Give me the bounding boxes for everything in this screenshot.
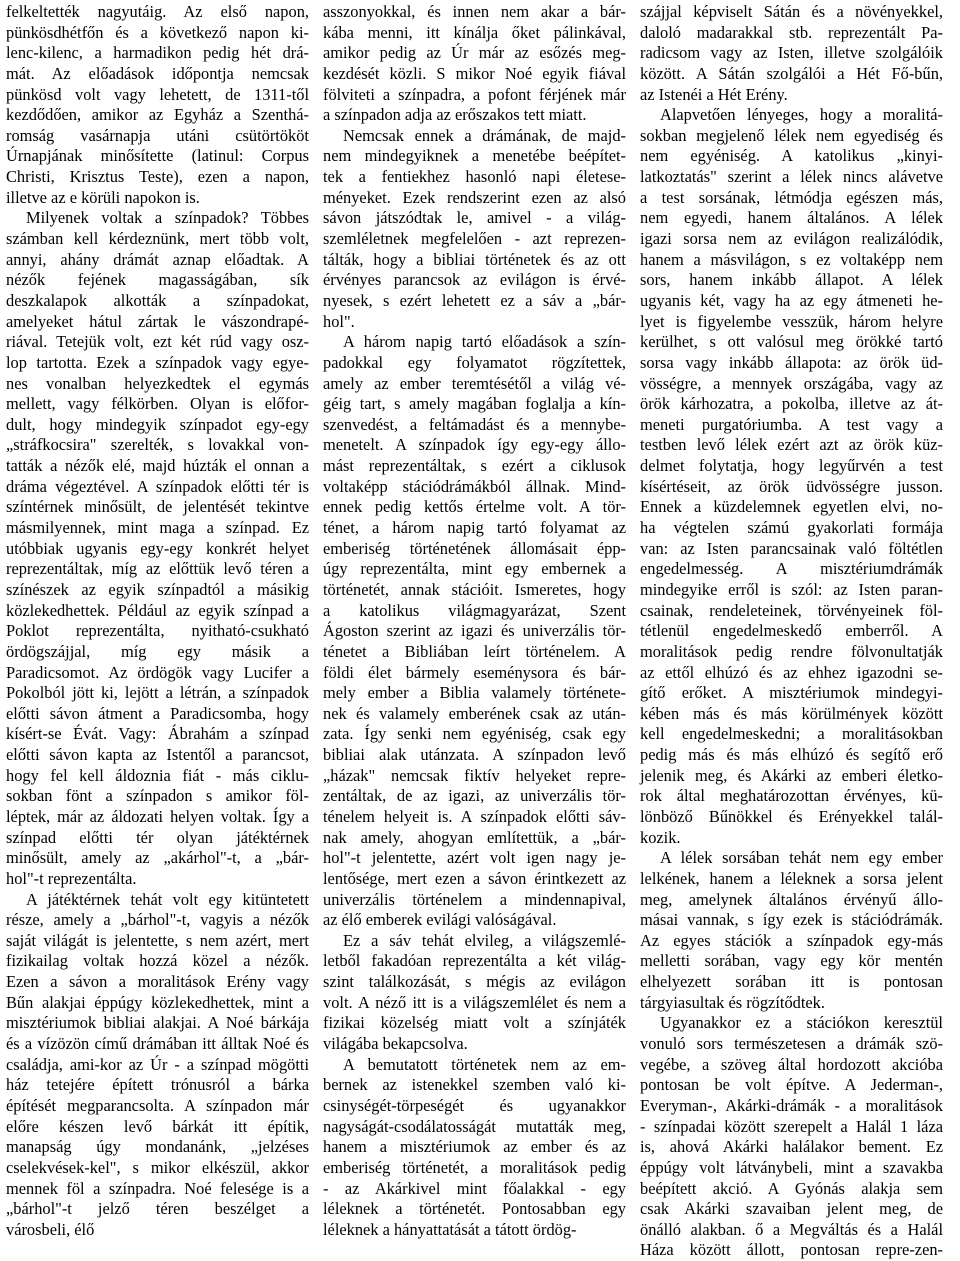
text-line: között. A Sátán szolgálói a Hét Fő-bűn, [640,63,943,83]
text-line: testben levő lélek ezért azt az örök küz- [640,435,943,455]
text-line: daloló madarakkal stb. reprezentált Pa- [640,22,943,42]
text-line: lenc-kilenc, a harmadikon pedig hét drá- [6,43,309,63]
text-line: színészek az egyik színpadtól a másikig [6,579,309,599]
text-line: számban kell kérdeznünk, mert több volt, [6,229,309,249]
text-line: volt. A néző itt is a világszemlélet és nem a [323,992,626,1012]
text-line: Milyenek voltak a színpadok? Többes [26,208,309,228]
text-line: pontosan be volt építve. A Jederman-, [640,1075,943,1095]
text-line: univerzális történelem a mindennapival, [323,889,626,909]
text-line: zentáltak, de az igazi, az univerzális tör- [323,786,626,806]
text-line: kába menni, itt kínálja őket pálinkával, [323,22,626,42]
text-line: nem egyedi, hanem általános. A lélek [640,208,943,228]
text-line: léptek, már az áldozati helyen voltak. Így a [6,806,309,826]
text-line: Ugyanakkor ez a stációkon keresztül [660,1013,943,1033]
text-line: A játéktérnek tehát volt egy kitüntetett [26,889,309,909]
text-line: Ennek a küzdelemnek egyetlen elvi, no- [640,497,943,517]
text-line: építését megparancsolta. A színpadon már [6,1095,309,1115]
text-line: nyesek, s ezért lehetett ez a sáv a „bár- [323,290,626,310]
text-line: ténelem helyeit is. A színpadok előtti sáv- [323,806,626,826]
text-line: ha végtelen számú gyakorlati formája [640,518,943,538]
text-line: hogy fel kell áldoznia fiát - más ciklu- [6,765,309,785]
text-line: színpad előtti tér olyan játéktérnek [6,827,309,847]
text-line: kerülhet, s ott valósul meg örökké tartó [640,332,943,352]
text-line: rok által meghatározottan érvényes, kü- [640,786,943,806]
text-line: menetelt. A színpadok így egy-egy állo- [323,435,626,455]
text-line: igazi sorsa nem az evilágon realizálódik, [640,229,943,249]
text-line: mát. Az előadások időpontja nemcsak [6,63,309,83]
text-line: kezdését közli. S mikor Noé egyik fiával [323,63,626,83]
text-line: pedig más és más elhúzó és segítő erő [640,745,943,765]
text-line: riával. Tetejük volt, ezt két rúd vagy osz- [6,332,309,352]
text-line: nagyságát-csodálatosságát mutatták meg, [323,1116,626,1136]
text-line: hanem a másvilágon, s ez voltaképp nem [640,249,943,269]
text-line: mindegyike erről is szól: az Isten paran- [640,579,943,599]
text-line: szemléletnek megfelelően - azt reprezen- [323,229,626,249]
text-line: nak amely, ahogyan említettük, a „bár- [323,827,626,847]
text-line: az élő emberek evilági valóságával. [323,910,557,930]
column-left [6,2,309,1239]
text-line: felkeltették nagyutáig. Az első napon, [6,2,309,21]
text-line: az Istenéi a Hét Erény. [640,84,788,104]
text-line: annyi, ahány drámát aznap előadtak. A [6,249,309,269]
column-right [640,2,943,1260]
text-line: romság vasárnapja utáni csütörtököt [6,125,309,145]
text-line: jelenik meg, és Akárki az emberi életko- [640,765,943,785]
text-line: nem mindegyiknek a menetébe beépítet- [323,146,626,166]
text-line: a test sorsának, létmódja egészen más, [640,187,943,207]
text-line: letből fakadóan reprezentálta a két világ- [323,951,626,971]
text-line: másmilyennek, mint maga a színpad. Ez [6,518,309,538]
text-line: meg, amelynek általános érvényű állo- [640,889,943,909]
text-line: tatták a nézők elé, majd húzták el onnan a [6,456,309,476]
text-line: sokban megjelenő lélek nem egyediség és [640,125,943,145]
text-line: dráma végeztével. A színpadok előtti tér is [6,476,309,496]
text-line: Pokolból jött ki, lejött a létrán, a színpadok [6,683,309,703]
text-line: fizikailag voltak hozzá közel a nézők. [6,951,309,971]
text-line: fölviteti a színpadra, a pofont férjének már [323,84,626,104]
text-line: családja, ami-kor az Úr - a színpad mögötti [6,1054,309,1074]
text-line: delmet folytatja, hogy legyűrvén a test [640,456,943,476]
text-line: kell engedelmeskedni; a moralitásokban [640,724,943,744]
text-line: sors, hanem inkább állapot. A lélek [640,270,943,290]
text-line: minősült, amely az „akárhol"-t, a „bár- [6,848,309,868]
text-line: ténetet a Bibliában leírt történelem. A [323,641,626,661]
text-line: illetve az e körüli napokon is. [6,187,200,207]
text-line: mely ember a Biblia valamely története- [323,683,626,703]
text-line: szájjal képviselt Sátán és a növényekkel, [640,2,943,21]
text-line: része, amely a „bárhol"-t, vagyis a nézők [6,910,309,930]
text-line: vegébe, a szöveg által hordozott akcióba [640,1054,943,1074]
text-line: léleknek a történetét. Pontosabban egy [323,1199,626,1219]
text-line: kísértéseit, az örök üdvösségre jusson. [640,476,943,496]
text-line: hol"-t jelentette, azért volt igen nagy je- [323,848,626,868]
text-line: ház tetejére épített trónusról a bárka [6,1075,309,1095]
text-line: csak Akárki szavaiban jelent meg, de [640,1199,943,1219]
text-line: közlekedhettek. Például az egyik színpad a [6,600,309,620]
text-line: Poklot reprezentálta, nyitható-csukható [6,621,309,641]
text-line: pünkösdhétfőn és a következő napon ki- [6,22,309,42]
text-line: - színpadai között szerepelt a Halál 1 láza [640,1116,943,1136]
text-line: világába bekapcsolva. [323,1034,468,1054]
column-middle [323,2,626,1239]
text-line: tétlenül engedelmeskedő emberről. A [640,621,943,641]
text-line: nézők fejének magasságában, sík [6,270,309,290]
text-line: bernek az istenekkel szemben való ki- [323,1075,626,1095]
text-line: radicsom vagy az Isten, illetve szolgálóik [640,43,943,63]
text-line: A három napig tartó előadások a szín- [343,332,626,352]
text-line: és a vízözön című drámában itt álltak Noé és [6,1034,309,1054]
text-line: lyet is figyelembe vesszük, három helyre [640,311,943,331]
text-line: léleknek a hányattatását a tátott ördög- [323,1219,577,1239]
text-line: A bemutatott történetek nem az em- [343,1054,626,1074]
text-line: bibliai alak utánzata. A színpadon levő [323,745,626,765]
text-line: gítő erőket. A misztériumok mindegyi- [640,683,943,703]
text-line: hanem a misztériumok az ember és az [323,1137,626,1157]
text-line: Christi, Krisztus Teste), ezen a napon, [6,167,309,187]
text-line: előtti sávon átment a Paradicsomba, hogy [6,703,309,723]
text-line: úgy reprezentálta, mint egy embernek a [323,559,626,579]
text-line: ennek pedig kettős értelme volt. A tör- [323,497,626,517]
text-line: szenvedést, a feltámadást és a mennybe- [323,414,626,434]
text-line: Nemcsak ennek a drámának, de majd- [343,125,626,145]
text-line: sorsa vagy inkább állapota: az örök üd- [640,352,943,372]
text-line: misztériumok bibliai alakjai. A Noé bárkája [6,1013,309,1033]
text-line: Háza között állott, pontosan repre-zen- [640,1240,943,1260]
text-line: - az Akárkivel mint főalakkal - egy [323,1178,626,1198]
text-line: földi élet bármely eseménysora és bár- [323,662,626,682]
text-line: deszkalapok alkották a színpadokat, [6,290,309,310]
text-line: utóbbiak ugyanis egy-egy konkrét helyet [6,538,309,558]
text-line: zata. Így senki nem egyéniség, csak egy [323,724,626,744]
text-line: mellett, vagy félkörben. Olyan is előfor- [6,394,309,414]
text-line: nes vonalban helyezkedtek el egymás [6,373,309,393]
text-line: városbeli, élő [6,1219,95,1239]
text-line: lönböző Bűnökkel és Erényekkel talál- [640,806,943,826]
text-line: mást reprezentáltak, s ezért a ciklusok [323,456,626,476]
text-line: amikor pedig az Úr már az esőzés meg- [323,43,626,63]
text-line: érvényes parancsok az evilágon is érvé- [323,270,626,290]
text-line: ményeket. Ezek rendszerint ezen az alsó [323,187,626,207]
text-line: melletti sorában, vagy egy kör mentén [640,951,943,971]
text-line: A lélek sorsában tehát nem egy ember [660,848,943,868]
text-line: Everyman-, Akárki-drámák - a moralitások [640,1095,943,1115]
text-line: asszonyokkal, és innen nem akar a bár- [323,2,626,21]
text-line: latkoztatás" szerint a lélek nincs alávetve [640,167,943,187]
text-line: tálták, hogy a bibliai történetek és az ott [323,249,626,269]
text-line: elhelyezett sorában itt is pontosan [640,972,943,992]
text-line: beépített akció. A Gyónás alakja sem [640,1178,943,1198]
text-line: lop tartotta. Ezek a színpadok vagy egye- [6,352,309,372]
text-line: Ezen a sávon a moralitások Erény vagy [6,972,309,992]
text-line: emberiség történetét, a moralitások pedig [323,1157,626,1177]
text-line: sokban fönt a színpadon s amikor föl- [6,786,309,806]
text-line: amely az ember teremtésétől a világ vé- [323,373,626,393]
text-line: emberiség történetének állomásait épp- [323,538,626,558]
text-line: ördögszájjal, míg egy másik a [6,641,309,661]
text-line: dult, hogy mindegyik színpadot egy-egy [6,414,309,434]
text-line: meneti purgatóriumba. A test vagy a [640,414,943,434]
text-line: tárgyiasultak és rögzítődtek. [640,992,825,1012]
text-line: lentősége, mert ezen a sávon érintkezett az [323,868,626,888]
text-line: kezdődően, amikor az Egyház a Szenthá- [6,105,309,125]
text-line: kozik. [640,827,681,847]
text-line: Ágoston szerint az igazi és univerzális tör- [323,621,626,641]
text-line: Paradicsomot. Az ördögök vagy Lucifer a [6,662,309,682]
text-line: lelkének, hanem a léleknek a sorsa jelent [640,868,943,888]
text-line: géig tart, s amely magában foglalja a kín- [323,394,626,414]
text-line: moralitások pedig rendre fölvonultatják [640,641,943,661]
text-line: Ez a sáv tehát elvileg, a világszemlé- [343,930,626,950]
text-line: „bárhol"-t jelző téren beszélget a [6,1199,309,1219]
text-line: Alapvetően lényeges, hogy a moralitá- [660,105,943,125]
text-line: vösségre, a mennyek országába, vagy az [640,373,943,393]
text-line: kísért-se Évát. Vagy: Ábrahám a színpad [6,724,309,744]
text-line: Az egyes stációk a színpadok egy-más [640,930,943,950]
text-line: önálló alakban. ő a Megváltás és a Halál [640,1219,943,1239]
text-line: örök kárhozatra, a pokolba, illetve az át- [640,394,943,414]
text-line: a katolikus világmagyarázat, Szent [323,600,626,620]
text-line: engedelmesség. A misztériumdrámák [640,559,943,579]
text-line: van: az Isten parancsainak való föltétlen [640,538,943,558]
text-line: „házak" nemcsak fiktív helyeket repre- [323,765,626,785]
text-line: amelyeket hátul zártak le vászondrapé- [6,311,309,331]
text-line: hol"-t reprezentálta. [6,868,137,888]
text-line: fizikai közelség miatt volt a színjáték [323,1013,626,1033]
text-line: Bűn alakjai éppúgy közlekedhettek, mint a [6,992,309,1012]
text-line: mennek föl a színpadra. Noé felesége is a [6,1178,309,1198]
text-line: ténet, a három napig tartó folyamat az [323,518,626,538]
text-line: is, ahová Akárki halálakor bement. Ez [640,1137,943,1157]
text-line: sávon játszódtak le, amivel - a világ- [323,208,626,228]
text-line: történetét, annak stációit. Ismeretes, hogy [323,579,626,599]
text-line: csinységét-törpeségét és ugyanakkor [323,1095,626,1115]
text-line: szint találkozását, s mégis az evilágon [323,972,626,992]
text-line: az ettől elhúzó és az ehhez igazodni se- [640,662,943,682]
text-line: manapság úgy mondanánk, „jelzéses [6,1137,309,1157]
text-line: pünkösd volt vagy lehetett, de 1311-től [6,84,309,104]
text-line: hol". [323,311,355,331]
text-line: vonuló sors természetesen a drámák szö- [640,1034,943,1054]
text-line: a színpadon adja az erőszakos tett miatt. [323,105,587,125]
text-line: csainak, rendeleteinek, törvényeinek föl- [640,600,943,620]
text-line: másai vannak, s így ezek is stációdrámák. [640,910,943,930]
text-line: padokkal egy folyamatot rögzítettek, [323,352,626,372]
text-line: ugyanis két, vagy ha az egy átmeneti he- [640,290,943,310]
text-line: voltaképp stációdrámákból állnak. Mind- [323,476,626,496]
text-line: „stráfkocsira" szerelték, s lovakkal von- [6,435,309,455]
text-line: előre készen levő bárkát itt építik, [6,1116,309,1136]
text-line: előtti sávon kapta az Istentől a parancsot, [6,745,309,765]
text-line: nem egyéniség. A katolikus „kinyi- [640,146,943,166]
text-line: színtérnek minősült, de jelentését tekintve [6,497,309,517]
text-line: cselekvések-kel", s mikor elkészül, akkor [6,1157,309,1177]
text-line: Úrnapjának minősítette (latinul: Corpus [6,146,309,166]
text-line: saját világát is jelentette, s nem azért, mert [6,930,309,950]
text-line: nek és valamely emberének csak az után- [323,703,626,723]
text-line: kében más és más körülmények között [640,703,943,723]
text-line: éppúgy volt látványbeli, mint a szavakba [640,1157,943,1177]
text-line: reprezentáltak, míg az előttük levő téren a [6,559,309,579]
text-line: tek a fentiekhez hasonló napi életese- [323,167,626,187]
